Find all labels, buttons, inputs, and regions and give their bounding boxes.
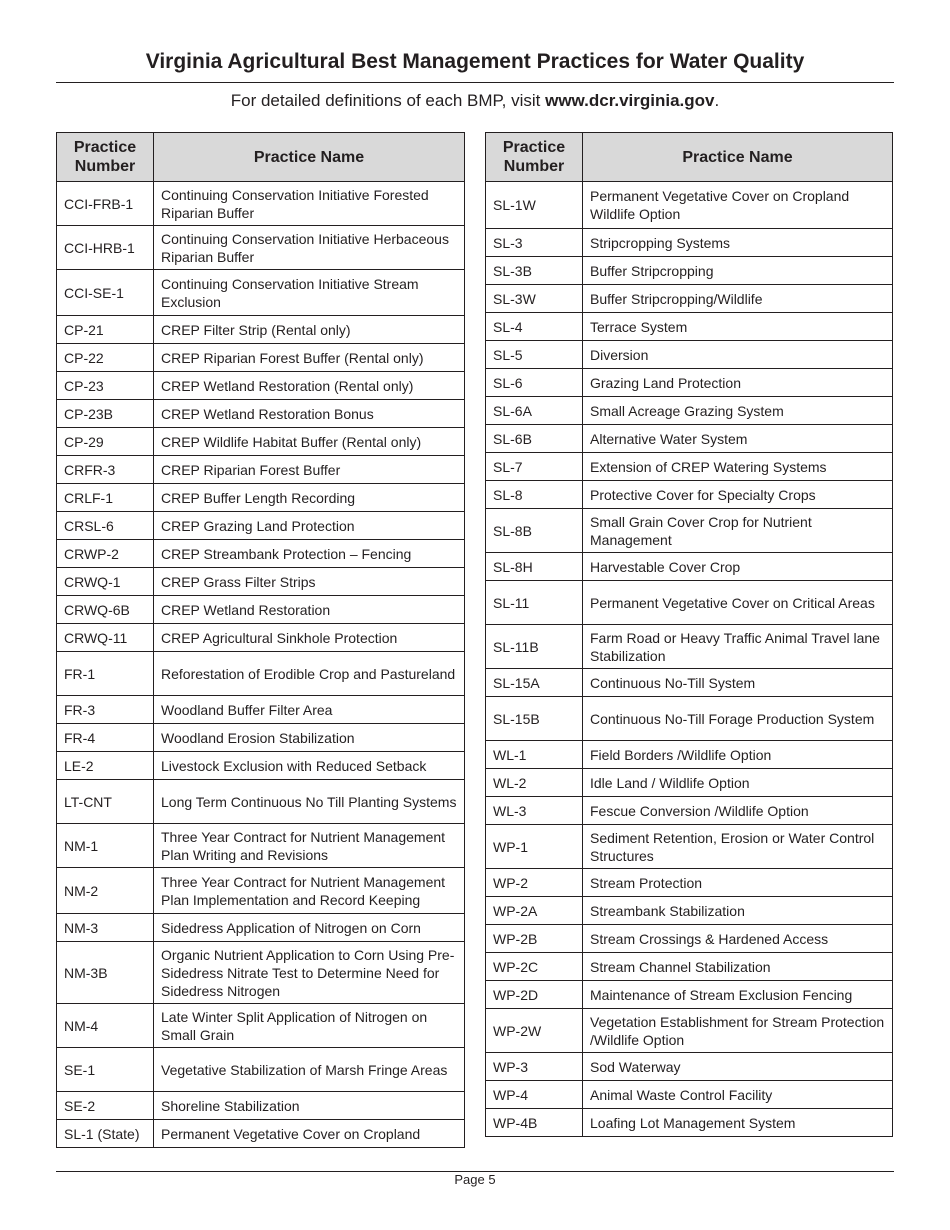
table-row xyxy=(57,780,465,824)
practice-name-cell: Stream Crossings & Hardened Access xyxy=(583,925,893,953)
table-row xyxy=(486,797,893,825)
practice-number-cell: WP-3 xyxy=(486,1053,583,1081)
practice-number-cell: SL-11 xyxy=(486,581,583,625)
table-row xyxy=(486,925,893,953)
practice-name-cell: Vegetation Establishment for Stream Protection /Wildlife Option xyxy=(583,1009,893,1053)
subtitle-text: For detailed definitions of each BMP, visit xyxy=(230,91,546,110)
practice-name-cell: Long Term Continuous No Till Planting Systems xyxy=(154,780,465,824)
table-row xyxy=(486,1009,893,1053)
table-row xyxy=(486,1109,893,1137)
table-row xyxy=(57,400,465,428)
table-row xyxy=(57,696,465,724)
practice-number-cell: WP-4B xyxy=(486,1109,583,1137)
subtitle xyxy=(0,91,950,111)
header-practice-name: Practice Name xyxy=(154,133,465,182)
practice-number-cell: SE-2 xyxy=(57,1092,154,1120)
table-row xyxy=(57,596,465,624)
table-row xyxy=(57,652,465,696)
title-rule xyxy=(56,82,894,83)
practice-name-cell: Buffer Stripcropping xyxy=(583,257,893,285)
table-row xyxy=(486,313,893,341)
table-row xyxy=(486,341,893,369)
practice-number-cell: WL-2 xyxy=(486,769,583,797)
practice-name-cell: Streambank Stabilization xyxy=(583,897,893,925)
table-row xyxy=(486,369,893,397)
practice-name-cell: Three Year Contract for Nutrient Management Plan Implementation and Record Keeping xyxy=(154,868,465,914)
practice-number-cell: SL-5 xyxy=(486,341,583,369)
practice-name-cell: Continuous No-Till Forage Production System xyxy=(583,697,893,741)
table-row xyxy=(57,456,465,484)
practice-name-cell: Sediment Retention, Erosion or Water Control Structures xyxy=(583,825,893,869)
table-row xyxy=(486,425,893,453)
practice-number-cell: SL-3 xyxy=(486,229,583,257)
table-row xyxy=(57,1048,465,1092)
table-row xyxy=(486,581,893,625)
practice-number-cell: CCI-FRB-1 xyxy=(57,182,154,226)
table-row xyxy=(57,868,465,914)
practice-name-cell: CREP Wetland Restoration xyxy=(154,596,465,624)
table-row xyxy=(57,372,465,400)
practice-name-cell: Maintenance of Stream Exclusion Fencing xyxy=(583,981,893,1009)
practice-name-cell: Protective Cover for Specialty Crops xyxy=(583,481,893,509)
table-row xyxy=(57,484,465,512)
table-row xyxy=(486,257,893,285)
practice-name-cell: Woodland Buffer Filter Area xyxy=(154,696,465,724)
practice-name-cell: CREP Riparian Forest Buffer (Rental only) xyxy=(154,344,465,372)
practice-number-cell: CRWQ-1 xyxy=(57,568,154,596)
header-practice-name: Practice Name xyxy=(583,133,893,182)
table-row xyxy=(57,942,465,1004)
practice-number-cell: CP-23B xyxy=(57,400,154,428)
practice-name-cell: Continuing Conservation Initiative Herbaceous Riparian Buffer xyxy=(154,226,465,270)
table-row xyxy=(57,540,465,568)
practice-number-cell: WP-4 xyxy=(486,1081,583,1109)
practice-number-cell: WL-3 xyxy=(486,797,583,825)
practice-name-cell: Livestock Exclusion with Reduced Setback xyxy=(154,752,465,780)
practice-name-cell: Buffer Stripcropping/Wildlife xyxy=(583,285,893,313)
practice-name-cell: Harvestable Cover Crop xyxy=(583,553,893,581)
practice-number-cell: CP-23 xyxy=(57,372,154,400)
practice-name-cell: CREP Wildlife Habitat Buffer (Rental only) xyxy=(154,428,465,456)
practice-number-cell: CP-22 xyxy=(57,344,154,372)
table-row xyxy=(57,1004,465,1048)
table-row xyxy=(57,624,465,652)
practice-number-cell: SL-6A xyxy=(486,397,583,425)
practice-name-cell: CREP Grass Filter Strips xyxy=(154,568,465,596)
table-row xyxy=(486,741,893,769)
practice-number-cell: WP-1 xyxy=(486,825,583,869)
practice-name-cell: Sidedress Application of Nitrogen on Corn xyxy=(154,914,465,942)
practice-number-cell: NM-1 xyxy=(57,824,154,868)
practice-name-cell: Stream Protection xyxy=(583,869,893,897)
practice-name-cell: CREP Riparian Forest Buffer xyxy=(154,456,465,484)
practice-name-cell: Stream Channel Stabilization xyxy=(583,953,893,981)
practice-number-cell: CRWQ-11 xyxy=(57,624,154,652)
practice-name-cell: Alternative Water System xyxy=(583,425,893,453)
practice-number-cell: SL-4 xyxy=(486,313,583,341)
practice-number-cell: SL-15B xyxy=(486,697,583,741)
practice-number-cell: WP-2W xyxy=(486,1009,583,1053)
table-row xyxy=(486,953,893,981)
bmp-table-right xyxy=(485,132,893,1137)
header-practice-number: Practice Number xyxy=(486,133,583,182)
table-row xyxy=(486,897,893,925)
table-row xyxy=(57,1120,465,1148)
practice-number-cell: SL-7 xyxy=(486,453,583,481)
table-row xyxy=(57,1092,465,1120)
practice-name-cell: Animal Waste Control Facility xyxy=(583,1081,893,1109)
practice-name-cell: CREP Agricultural Sinkhole Protection xyxy=(154,624,465,652)
practice-number-cell: SL-15A xyxy=(486,669,583,697)
practice-number-cell: WL-1 xyxy=(486,741,583,769)
practice-number-cell: SL-1 (State) xyxy=(57,1120,154,1148)
table-row xyxy=(57,344,465,372)
table-row xyxy=(486,869,893,897)
practice-number-cell: LT-CNT xyxy=(57,780,154,824)
practice-name-cell: Stripcropping Systems xyxy=(583,229,893,257)
table-row xyxy=(57,824,465,868)
practice-number-cell: LE-2 xyxy=(57,752,154,780)
table-row xyxy=(486,1081,893,1109)
practice-name-cell: Diversion xyxy=(583,341,893,369)
practice-name-cell: Continuing Conservation Initiative Forested Riparian Buffer xyxy=(154,182,465,226)
practice-number-cell: NM-3B xyxy=(57,942,154,1004)
practice-name-cell: CREP Grazing Land Protection xyxy=(154,512,465,540)
subtitle-period: . xyxy=(714,91,720,110)
practice-name-cell: CREP Filter Strip (Rental only) xyxy=(154,316,465,344)
table-header-row xyxy=(486,133,893,182)
practice-number-cell: FR-1 xyxy=(57,652,154,696)
practice-name-cell: Idle Land / Wildlife Option xyxy=(583,769,893,797)
practice-number-cell: CRLF-1 xyxy=(57,484,154,512)
table-row xyxy=(486,229,893,257)
practice-name-cell: CREP Buffer Length Recording xyxy=(154,484,465,512)
practice-name-cell: CREP Streambank Protection – Fencing xyxy=(154,540,465,568)
table-row xyxy=(57,724,465,752)
practice-name-cell: Vegetative Stabilization of Marsh Fringe Areas xyxy=(154,1048,465,1092)
table-row xyxy=(57,568,465,596)
practice-number-cell: WP-2D xyxy=(486,981,583,1009)
practice-number-cell: WP-2B xyxy=(486,925,583,953)
practice-number-cell: WP-2C xyxy=(486,953,583,981)
table-row xyxy=(486,769,893,797)
practice-number-cell: CRFR-3 xyxy=(57,456,154,484)
website-link[interactable]: www.dcr.virginia.gov xyxy=(545,91,715,110)
table-row xyxy=(57,512,465,540)
practice-name-cell: Continuous No-Till System xyxy=(583,669,893,697)
practice-name-cell: Sod Waterway xyxy=(583,1053,893,1081)
practice-name-cell: Three Year Contract for Nutrient Management Plan Writing and Revisions xyxy=(154,824,465,868)
practice-number-cell: SL-8 xyxy=(486,481,583,509)
practice-name-cell: Permanent Vegetative Cover on Cropland xyxy=(154,1120,465,1148)
practice-number-cell: NM-2 xyxy=(57,868,154,914)
practice-name-cell: Small Grain Cover Crop for Nutrient Management xyxy=(583,509,893,553)
table-row xyxy=(486,669,893,697)
practice-name-cell: Field Borders /Wildlife Option xyxy=(583,741,893,769)
table-row xyxy=(486,1053,893,1081)
practice-number-cell: SL-11B xyxy=(486,625,583,669)
table-row xyxy=(486,397,893,425)
table-row xyxy=(57,914,465,942)
practice-name-cell: CREP Wetland Restoration Bonus xyxy=(154,400,465,428)
practice-name-cell: Organic Nutrient Application to Corn Using Pre-Sidedress Nitrate Test to Determine Need for Sidedress Nitrogen xyxy=(154,942,465,1004)
practice-number-cell: SL-8B xyxy=(486,509,583,553)
practice-number-cell: CRWP-2 xyxy=(57,540,154,568)
table-row xyxy=(57,316,465,344)
table-row xyxy=(57,752,465,780)
practice-number-cell: SL-6B xyxy=(486,425,583,453)
practice-number-cell: CRSL-6 xyxy=(57,512,154,540)
practice-number-cell: FR-4 xyxy=(57,724,154,752)
table-row xyxy=(486,182,893,229)
practice-name-cell: Terrace System xyxy=(583,313,893,341)
table-row xyxy=(486,697,893,741)
page-title: Virginia Agricultural Best Management Practices for Water Quality xyxy=(145,50,805,73)
practice-name-cell: Small Acreage Grazing System xyxy=(583,397,893,425)
table-row xyxy=(486,625,893,669)
practice-name-cell: CREP Wetland Restoration (Rental only) xyxy=(154,372,465,400)
table-row xyxy=(486,981,893,1009)
table-row xyxy=(486,553,893,581)
table-row xyxy=(486,481,893,509)
practice-name-cell: Fescue Conversion /Wildlife Option xyxy=(583,797,893,825)
table-header-row xyxy=(57,133,465,182)
practice-number-cell: CCI-SE-1 xyxy=(57,270,154,316)
table-row xyxy=(486,453,893,481)
practice-name-cell: Extension of CREP Watering Systems xyxy=(583,453,893,481)
practice-number-cell: NM-3 xyxy=(57,914,154,942)
practice-number-cell: CRWQ-6B xyxy=(57,596,154,624)
practice-name-cell: Permanent Vegetative Cover on Cropland Wildlife Option xyxy=(583,182,893,229)
header-practice-number: Practice Number xyxy=(57,133,154,182)
table-row xyxy=(486,285,893,313)
practice-name-cell: Permanent Vegetative Cover on Critical Areas xyxy=(583,581,893,625)
practice-name-cell: Woodland Erosion Stabilization xyxy=(154,724,465,752)
practice-number-cell: FR-3 xyxy=(57,696,154,724)
practice-name-cell: Reforestation of Erodible Crop and Pastureland xyxy=(154,652,465,696)
practice-number-cell: CP-21 xyxy=(57,316,154,344)
practice-number-cell: SL-6 xyxy=(486,369,583,397)
practice-number-cell: NM-4 xyxy=(57,1004,154,1048)
table-row xyxy=(486,509,893,553)
table-row xyxy=(57,182,465,226)
table-row xyxy=(57,226,465,270)
practice-number-cell: CCI-HRB-1 xyxy=(57,226,154,270)
practice-number-cell: SE-1 xyxy=(57,1048,154,1092)
practice-name-cell: Grazing Land Protection xyxy=(583,369,893,397)
page-number: Page 5 xyxy=(454,1172,496,1187)
practice-name-cell: Shoreline Stabilization xyxy=(154,1092,465,1120)
practice-number-cell: SL-1W xyxy=(486,182,583,229)
practice-number-cell: SL-3B xyxy=(486,257,583,285)
practice-number-cell: SL-3W xyxy=(486,285,583,313)
practice-name-cell: Continuing Conservation Initiative Stream Exclusion xyxy=(154,270,465,316)
practice-name-cell: Late Winter Split Application of Nitrogen on Small Grain xyxy=(154,1004,465,1048)
practice-name-cell: Loafing Lot Management System xyxy=(583,1109,893,1137)
table-row xyxy=(57,428,465,456)
bmp-table-left xyxy=(56,132,465,1148)
practice-number-cell: CP-29 xyxy=(57,428,154,456)
practice-name-cell: Farm Road or Heavy Traffic Animal Travel lane Stabilization xyxy=(583,625,893,669)
practice-number-cell: WP-2A xyxy=(486,897,583,925)
table-row xyxy=(486,825,893,869)
table-row xyxy=(57,270,465,316)
practice-number-cell: SL-8H xyxy=(486,553,583,581)
practice-number-cell: WP-2 xyxy=(486,869,583,897)
